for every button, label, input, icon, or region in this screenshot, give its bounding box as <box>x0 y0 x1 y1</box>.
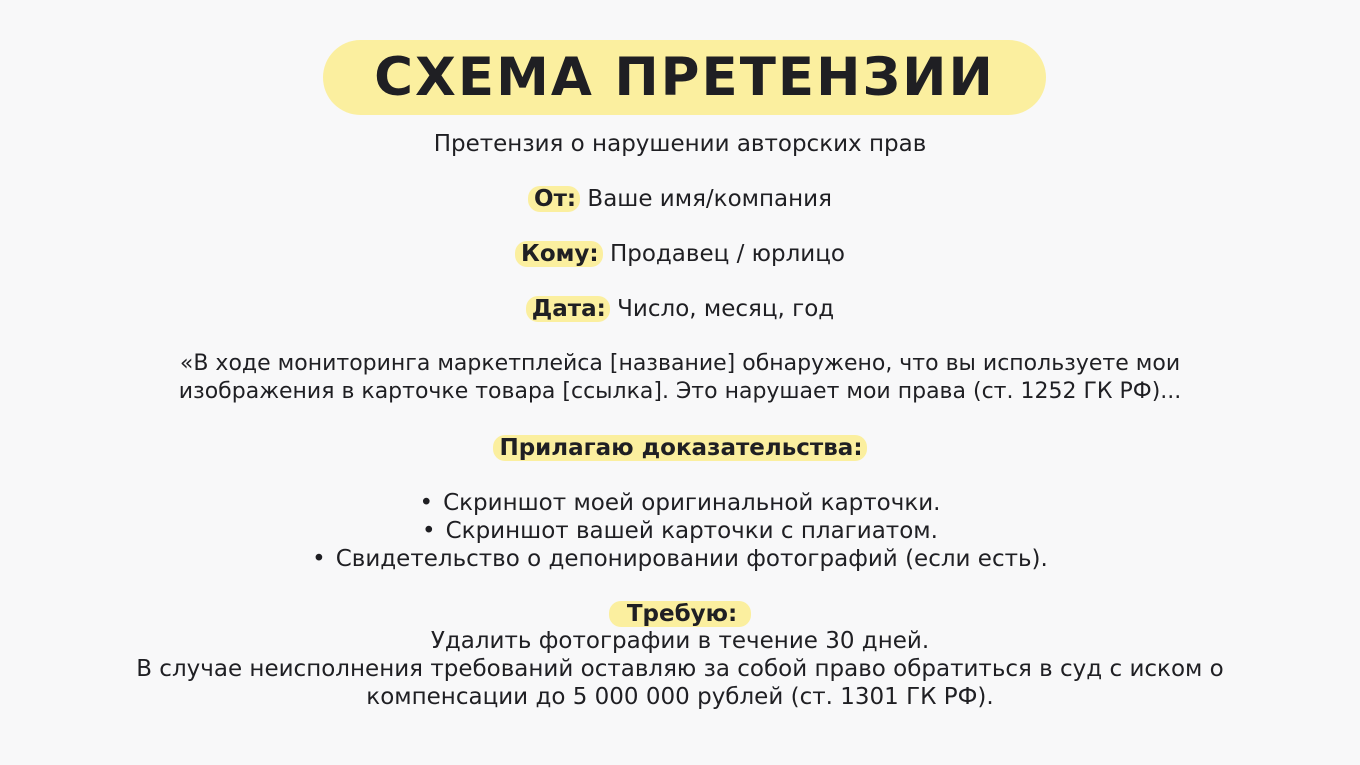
bullet-icon: • <box>419 490 434 516</box>
subtitle: Претензия о нарушении авторских прав <box>433 131 927 157</box>
evidence-item-text: Скриншот вашей карточки с плагиатом. <box>445 518 938 544</box>
field-to-label: Кому: <box>515 241 603 267</box>
title-pill <box>323 40 1046 115</box>
page-title: СХЕМА ПРЕТЕНЗИИ <box>374 47 995 108</box>
evidence-item <box>0 545 1360 573</box>
evidence-item-text: Свидетельство о депонировании фотографий (если есть). <box>335 546 1048 572</box>
evidence-item <box>0 489 1360 517</box>
field-from-value: Ваше имя/компания <box>587 186 832 212</box>
field-to <box>0 240 1360 268</box>
field-date <box>0 295 1360 323</box>
demand-heading-row <box>0 600 1360 628</box>
evidence-item <box>0 517 1360 545</box>
demand-line-3: компенсации до 5 000 000 рублей (ст. 1301 ГК РФ). <box>366 684 994 710</box>
demand-heading: Требую: <box>609 601 751 627</box>
bullet-icon: • <box>312 546 326 572</box>
evidence-heading: Прилагаю доказательства: <box>493 435 866 461</box>
field-from <box>0 185 1360 213</box>
bullet-icon: • <box>422 518 436 544</box>
demand-line-1: Удалить фотографии в течение 30 дней. <box>430 628 930 654</box>
field-from-label: От: <box>528 186 580 212</box>
field-date-value: Число, месяц, год <box>617 296 835 322</box>
field-to-value: Продавец / юрлицо <box>609 241 845 267</box>
field-date-label: Дата: <box>526 296 610 322</box>
evidence-item-text: Скриншот моей оригинальной карточки. <box>443 490 941 516</box>
body-line-1: «В ходе мониторинга маркетплейса [название] обнаружено, что вы используете мои <box>179 351 1181 376</box>
demand-line-2: В случае неисполнения требований оставляю за собой право обратиться в суд с иском о <box>136 656 1224 682</box>
evidence-heading-row <box>0 434 1360 462</box>
body-line-2: изображения в карточке товара [ссылка]. Это нарушает мои права (ст. 1252 ГК РФ)... <box>178 379 1182 404</box>
